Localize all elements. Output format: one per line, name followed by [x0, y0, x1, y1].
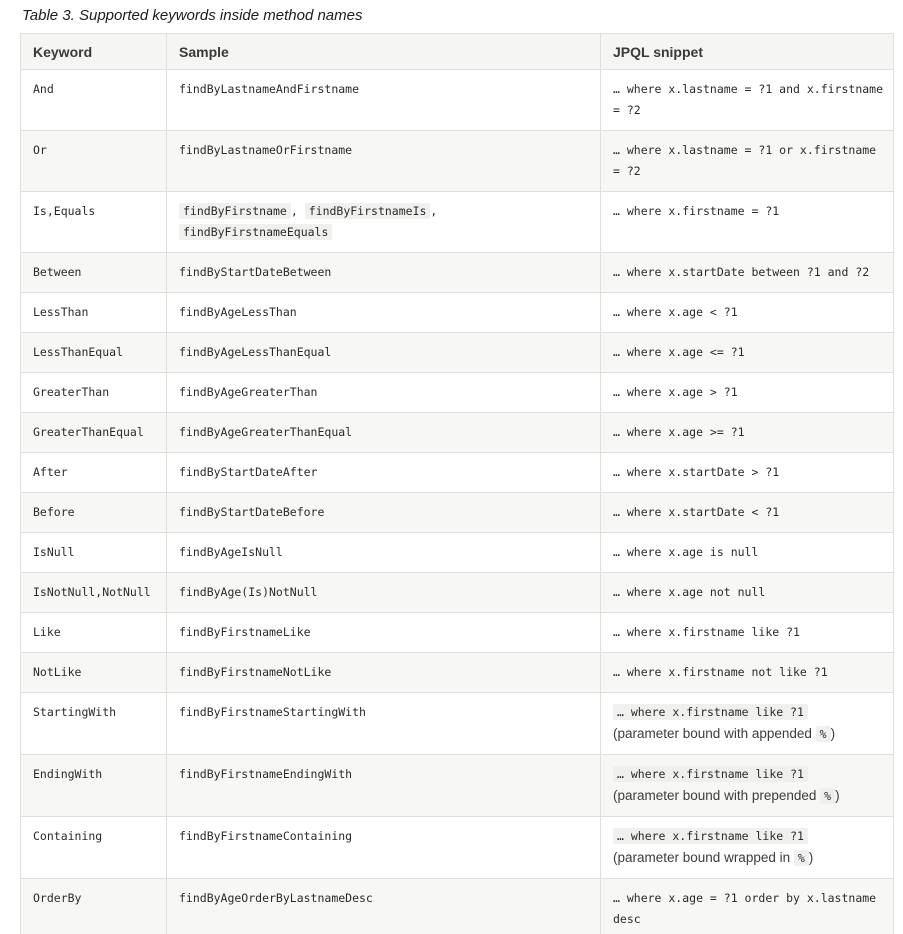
- table-row: [21, 613, 894, 653]
- keyword-cell: [21, 533, 167, 573]
- keyword-cell: [21, 70, 167, 131]
- table-row: [21, 70, 894, 131]
- code-text: … where x.age not null: [613, 585, 766, 599]
- jpql-cell: [601, 693, 894, 755]
- jpql-cell: [601, 653, 894, 693]
- jpql-cell: [601, 333, 894, 373]
- code-text: findByAgeOrderByLastnameDesc: [179, 891, 373, 905]
- code-text: findByStartDateBefore: [179, 505, 325, 519]
- keyword-text: Before: [33, 505, 75, 519]
- keyword-cell: [21, 131, 167, 192]
- keyword-text: NotLike: [33, 665, 82, 679]
- jpql-cell: [601, 879, 894, 934]
- table-row: [21, 573, 894, 613]
- table-row: [21, 453, 894, 493]
- plain-text: ): [808, 850, 814, 865]
- code-text: … where x.age < ?1: [613, 305, 738, 319]
- jpql-cell: [601, 493, 894, 533]
- sample-cell: [167, 253, 601, 293]
- keyword-text: IsNull: [33, 545, 75, 559]
- keyword-cell: [21, 879, 167, 934]
- jpql-cell: [601, 293, 894, 333]
- code-text: ,: [290, 204, 305, 218]
- table-row: [21, 192, 894, 253]
- keyword-cell: [21, 755, 167, 817]
- keyword-cell: [21, 493, 167, 533]
- table-row: [21, 131, 894, 192]
- sample-cell: [167, 70, 601, 131]
- code-text: findByAgeIsNull: [179, 545, 283, 559]
- sample-cell: [167, 493, 601, 533]
- code-text: findByFirstnameContaining: [179, 829, 353, 843]
- keyword-cell: [21, 693, 167, 755]
- jpql-cell: [601, 755, 894, 817]
- sample-cell: [167, 413, 601, 453]
- sample-cell: [167, 755, 601, 817]
- jpql-cell: [601, 533, 894, 573]
- code-text: … where x.lastname = ?1 or x.firstname = ?2: [613, 143, 877, 178]
- code-text: findByAgeGreaterThan: [179, 385, 318, 399]
- table-row: [21, 693, 894, 755]
- keyword-text: OrderBy: [33, 891, 82, 905]
- code-text: … where x.age is null: [613, 545, 759, 559]
- header-row: [21, 34, 894, 70]
- keyword-text: IsNotNull,NotNull: [33, 585, 151, 599]
- keyword-cell: [21, 653, 167, 693]
- code-chip: %: [816, 726, 831, 742]
- code-text: … where x.age <= ?1: [613, 345, 745, 359]
- keyword-cell: [21, 373, 167, 413]
- code-text: findByAgeLessThan: [179, 305, 297, 319]
- header-sample: Sample: [167, 34, 601, 70]
- keyword-cell: [21, 293, 167, 333]
- table-body: [21, 70, 894, 934]
- code-text: … where x.startDate < ?1: [613, 505, 780, 519]
- keyword-text: Is,Equals: [33, 204, 96, 218]
- code-text: … where x.startDate > ?1: [613, 465, 780, 479]
- code-text: … where x.lastname = ?1 and x.firstname = ?2: [613, 82, 884, 117]
- table-row: [21, 293, 894, 333]
- code-text: findByAgeLessThanEqual: [179, 345, 332, 359]
- jpql-cell: [601, 192, 894, 253]
- keyword-text: GreaterThanEqual: [33, 425, 144, 439]
- keyword-cell: [21, 192, 167, 253]
- plain-text: ): [830, 726, 836, 741]
- table-row: [21, 333, 894, 373]
- table-row: [21, 653, 894, 693]
- table-row: [21, 373, 894, 413]
- jpql-cell: [601, 817, 894, 879]
- keyword-text: Like: [33, 625, 61, 639]
- table-row: [21, 413, 894, 453]
- sample-cell: [167, 879, 601, 934]
- header-keyword: Keyword: [21, 34, 167, 70]
- table-row: [21, 817, 894, 879]
- table-header: [21, 34, 894, 70]
- code-text: findByFirstnameStartingWith: [179, 705, 366, 719]
- table-row: [21, 253, 894, 293]
- code-chip: … where x.firstname like ?1: [613, 766, 808, 782]
- code-text: findByStartDateAfter: [179, 465, 318, 479]
- sample-cell: [167, 373, 601, 413]
- code-text: findByStartDateBetween: [179, 265, 332, 279]
- keyword-cell: [21, 333, 167, 373]
- code-text: findByLastnameAndFirstname: [179, 82, 360, 96]
- code-text: … where x.age >= ?1: [613, 425, 745, 439]
- keyword-cell: [21, 613, 167, 653]
- jpql-cell: [601, 373, 894, 413]
- sample-cell: [167, 817, 601, 879]
- code-chip: findByFirstname: [179, 203, 291, 219]
- jpql-cell: [601, 573, 894, 613]
- keyword-cell: [21, 413, 167, 453]
- code-text: … where x.age > ?1: [613, 385, 738, 399]
- keywords-table: [20, 33, 894, 934]
- keyword-cell: [21, 817, 167, 879]
- code-text: findByAgeGreaterThanEqual: [179, 425, 353, 439]
- code-chip: %: [820, 788, 835, 804]
- sample-cell: [167, 453, 601, 493]
- plain-text: (parameter bound wrapped in: [613, 850, 794, 865]
- sample-cell: [167, 653, 601, 693]
- jpql-cell: [601, 453, 894, 493]
- plain-text: ): [835, 788, 840, 803]
- table-row: [21, 879, 894, 934]
- keyword-text: Containing: [33, 829, 103, 843]
- sample-cell: [167, 613, 601, 653]
- plain-text: (parameter bound with appended: [613, 726, 816, 741]
- code-chip: … where x.firstname like ?1: [613, 828, 808, 844]
- keyword-cell: [21, 253, 167, 293]
- keyword-text: LessThan: [33, 305, 89, 319]
- code-text: … where x.firstname = ?1: [613, 204, 780, 218]
- code-chip: %: [794, 850, 809, 866]
- keyword-text: StartingWith: [33, 705, 117, 719]
- code-chip: findByFirstnameEquals: [179, 224, 332, 240]
- sample-cell: [167, 333, 601, 373]
- jpql-cell: [601, 70, 894, 131]
- keyword-text: Or: [33, 143, 47, 157]
- code-text: … where x.firstname not like ?1: [613, 665, 828, 679]
- code-text: ,: [430, 204, 438, 218]
- table-row: [21, 755, 894, 817]
- table-caption: Table 3. Supported keywords inside method names: [22, 7, 363, 24]
- table-row: [21, 493, 894, 533]
- jpql-cell: [601, 413, 894, 453]
- sample-cell: [167, 192, 601, 253]
- sample-cell: [167, 573, 601, 613]
- table-row: [21, 533, 894, 573]
- jpql-cell: [601, 131, 894, 192]
- keyword-text: LessThanEqual: [33, 345, 124, 359]
- keyword-text: And: [33, 82, 54, 96]
- keyword-cell: [21, 573, 167, 613]
- code-text: … where x.firstname like ?1: [613, 625, 800, 639]
- code-text: findByFirstnameNotLike: [179, 665, 332, 679]
- keyword-text: GreaterThan: [33, 385, 110, 399]
- sample-cell: [167, 293, 601, 333]
- sample-cell: [167, 131, 601, 192]
- code-text: … where x.startDate between ?1 and ?2: [613, 265, 870, 279]
- code-text: findByFirstnameEndingWith: [179, 767, 353, 781]
- header-jpql-snippet: JPQL snippet: [601, 34, 894, 70]
- sample-cell: [167, 533, 601, 573]
- jpql-cell: [601, 613, 894, 653]
- keyword-text: Between: [33, 265, 82, 279]
- keyword-text: EndingWith: [33, 767, 103, 781]
- jpql-cell: [601, 253, 894, 293]
- code-text: … where x.age = ?1 order by x.lastname desc: [613, 891, 877, 926]
- code-text: findByAge(Is)NotNull: [179, 585, 318, 599]
- plain-text: (parameter bound with prepended: [613, 788, 821, 803]
- keyword-text: After: [33, 465, 68, 479]
- code-text: findByFirstnameLike: [179, 625, 311, 639]
- keyword-cell: [21, 453, 167, 493]
- code-text: findByLastnameOrFirstname: [179, 143, 353, 157]
- code-chip: findByFirstnameIs: [305, 203, 431, 219]
- code-chip: … where x.firstname like ?1: [613, 704, 808, 720]
- sample-cell: [167, 693, 601, 755]
